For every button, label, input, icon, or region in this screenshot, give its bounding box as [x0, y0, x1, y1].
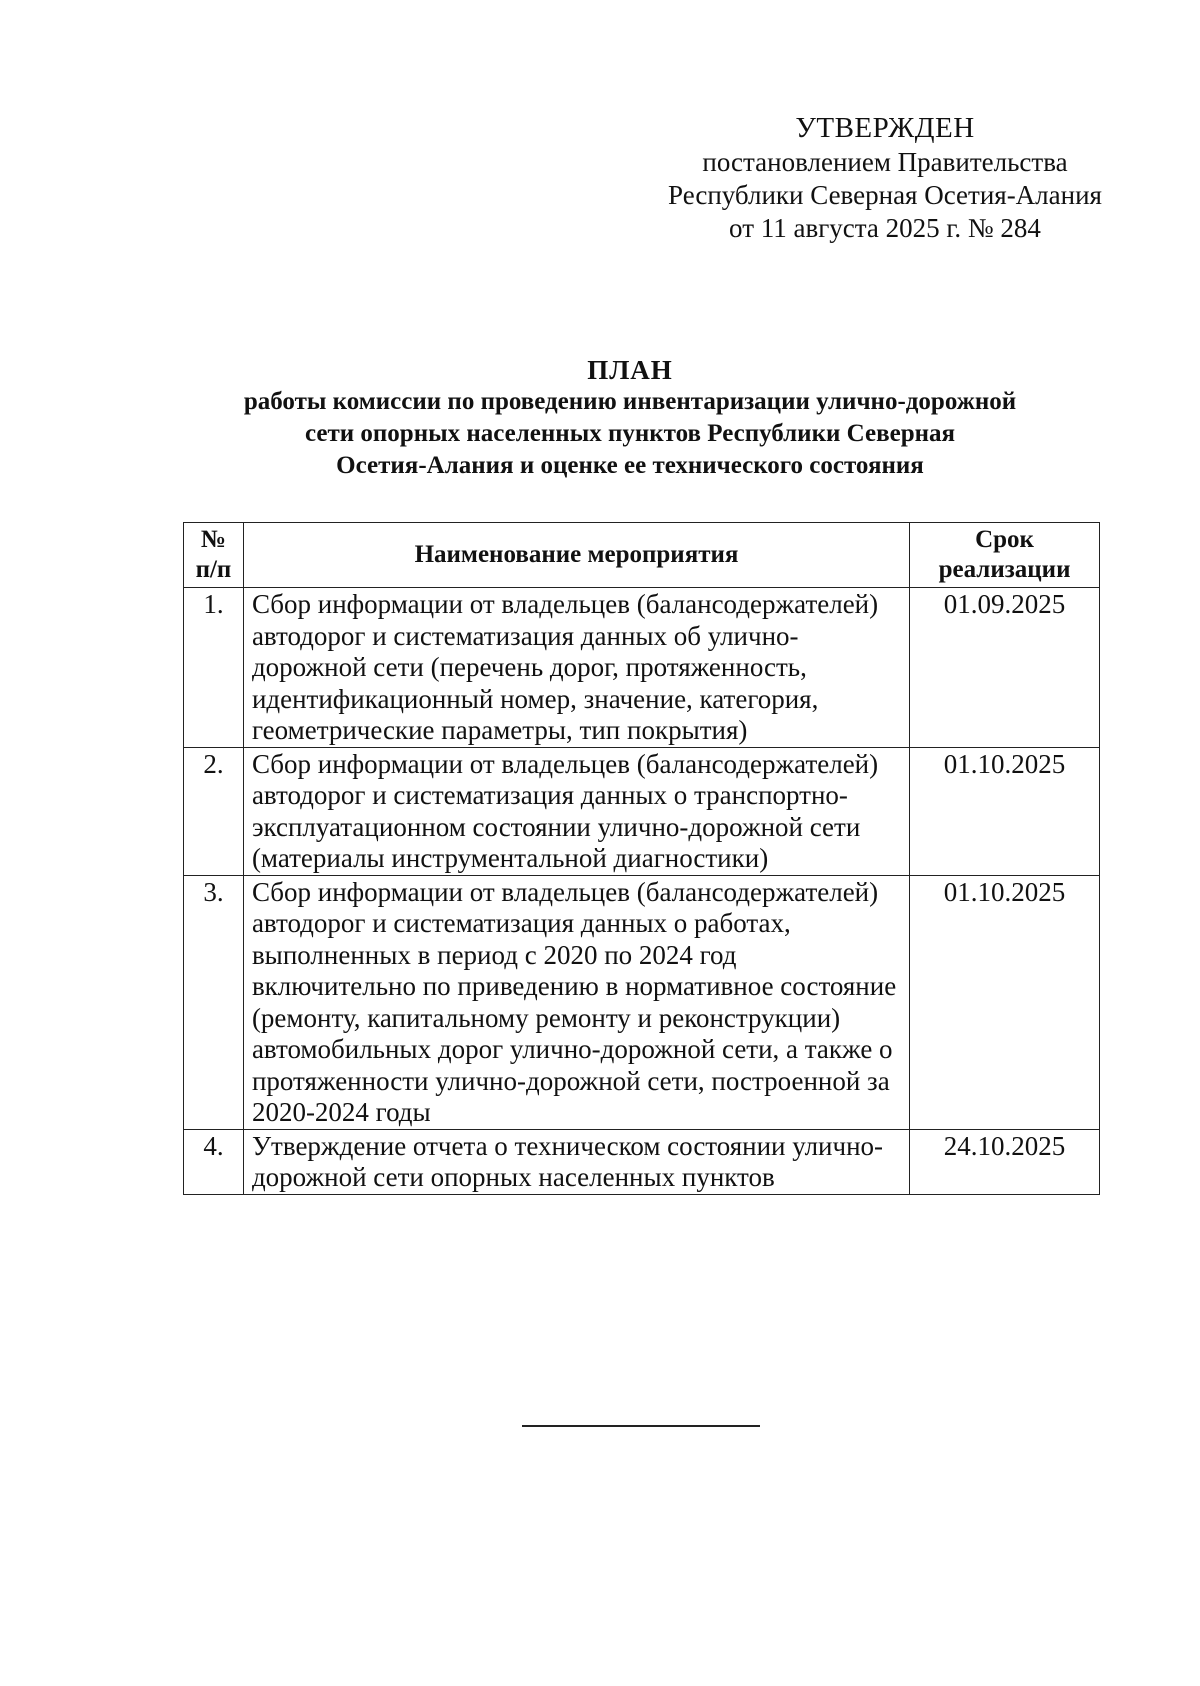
header-name: Наименование мероприятия	[243, 523, 909, 588]
title-line-1: работы комиссии по проведению инвентаризации улично-дорожной	[243, 388, 1017, 415]
row-activity: Сбор информации от владельцев (балансодержателей) автодорог и систематизация данных о работах, выполненных в период с 2020 по 2024 год включительно по приведению в нормативное состояние (ремонту, капитальному ремонту и реконструкции) автомобильных дорог улично-дорожной сети, а также о протяженности улично-дорожной сети, построенной за 2020-2024 годы	[243, 875, 909, 1129]
title-line-2: сети опорных населенных пунктов Республики Северная	[304, 420, 956, 447]
row-deadline: 01.10.2025	[910, 747, 1100, 875]
approval-line-3: от 11 августа 2025 г. № 284	[729, 213, 1041, 243]
table-row	[184, 588, 1100, 748]
table-row	[184, 1129, 1100, 1194]
table-row	[184, 747, 1100, 875]
row-deadline: 01.10.2025	[910, 875, 1100, 1129]
plan-heading: ПЛАН	[587, 355, 673, 385]
header-deadline-line-1: Срок	[975, 526, 1034, 553]
approved-label: УТВЕРЖДЕН	[795, 112, 975, 144]
row-number: 4.	[184, 1129, 244, 1194]
header-number-line-2: п/п	[195, 556, 232, 583]
row-deadline: 01.09.2025	[910, 588, 1100, 748]
header-number	[184, 523, 244, 588]
table-header-row	[184, 523, 1100, 588]
row-activity: Сбор информации от владельцев (балансодержателей) автодорог и систематизация данных о транспортно-эксплуатационном состоянии улично-дорожной сети (материалы инструментальной диагностики)	[243, 747, 909, 875]
approval-stamp	[620, 112, 1150, 245]
header-deadline	[910, 523, 1100, 588]
row-activity: Утверждение отчета о техническом состоянии улично-дорожной сети опорных населенных пунктов	[243, 1129, 909, 1194]
title-line-3: Осетия-Алания и оценке ее технического состояния	[336, 452, 924, 479]
approval-line-2: Республики Северная Осетия-Алания	[668, 180, 1102, 210]
row-deadline: 24.10.2025	[910, 1129, 1100, 1194]
end-separator-line	[522, 1425, 760, 1427]
table-row	[184, 875, 1100, 1129]
document-title	[160, 354, 1100, 482]
row-number: 2.	[184, 747, 244, 875]
plan-table	[183, 522, 1100, 1195]
header-deadline-line-2: реализации	[938, 556, 1071, 583]
approval-line-1: постановлением Правительства	[702, 147, 1068, 177]
header-number-line-1: №	[200, 526, 227, 553]
row-number: 3.	[184, 875, 244, 1129]
row-number: 1.	[184, 588, 244, 748]
row-activity: Сбор информации от владельцев (балансодержателей) автодорог и систематизация данных об улично-дорожной сети (перечень дорог, протяженность, идентификационный номер, значение, категория, геометрические параметры, тип покрытия)	[243, 588, 909, 748]
